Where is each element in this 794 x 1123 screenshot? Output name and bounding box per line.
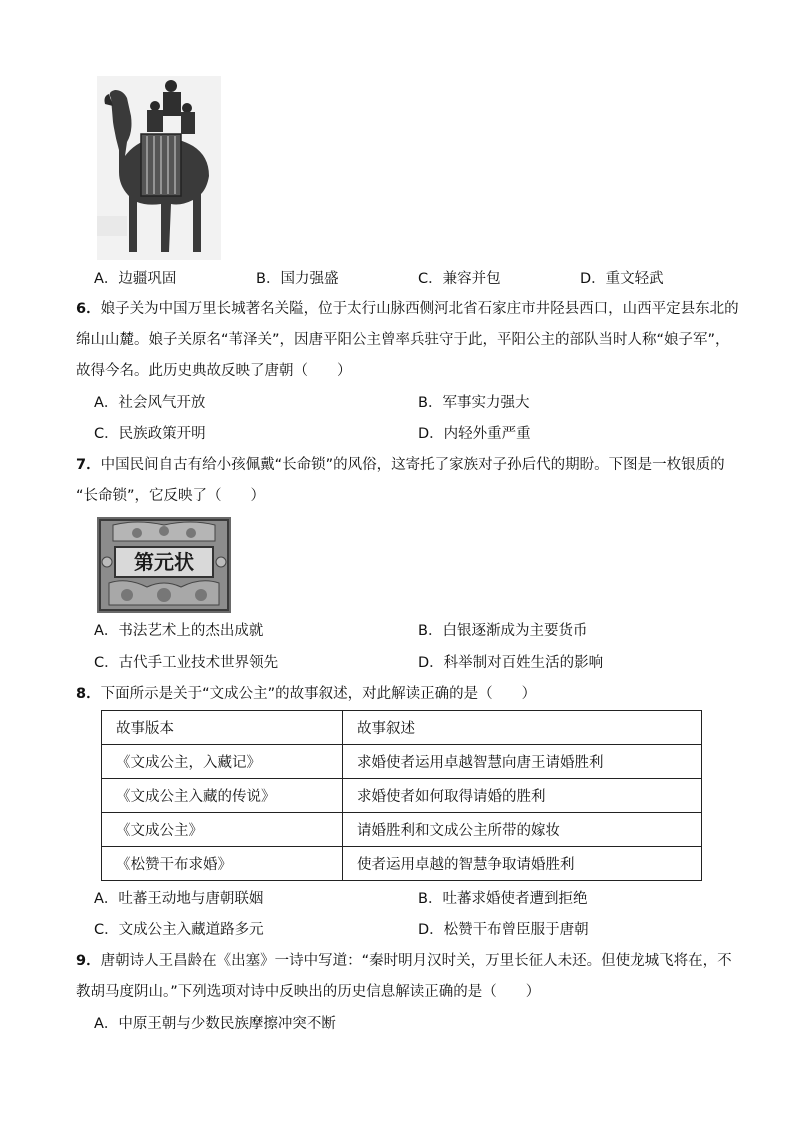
table-row [102,847,702,881]
q9-line-1 [76,951,732,971]
q9-option-a[interactable]: A．中原王朝与少数民族摩擦冲突不断 [94,1016,336,1032]
q5-option-c[interactable]: C．兼容并包 [418,271,501,287]
camel-figurine-image [97,76,221,260]
table-row [102,813,702,847]
q7-option-d[interactable]: D．科举制对百姓生活的影响 [418,655,604,671]
q6-option-c[interactable]: C．民族政策开明 [94,426,206,442]
q5-option-b[interactable]: B．国力强盛 [256,271,339,287]
q6-option-a[interactable]: A．社会风气开放 [94,395,206,411]
longevity-lock-image [97,517,231,613]
q5-option-a[interactable]: A．边疆巩固 [94,271,177,287]
q7-option-c[interactable]: C．古代手工业技术世界领先 [94,655,279,671]
table-cell: 《文成公主入藏的传说》 [102,779,343,813]
table-cell: 《文成公主》 [102,813,343,847]
table-cell: 《文成公主，入藏记》 [102,745,343,779]
table-cell: 使者运用卓越的智慧争取请婚胜利 [343,847,702,881]
q6-option-b[interactable]: B．军事实力强大 [418,395,530,411]
q6-option-d[interactable]: D．内轻外重严重 [418,426,531,442]
camel-figurine-icon [97,76,221,260]
q6-text-1: 娘子关为中国万里长城著名关隘，位于太行山脉西侧河北省石家庄市井陉县西口，山西平定县东北的 [100,301,739,317]
q7-option-b[interactable]: B．白银逐渐成为主要货币 [418,623,588,639]
table-header-narrative: 故事叙述 [343,711,702,745]
table-header-row [102,711,702,745]
table-cell: 求婚使者如何取得请婚的胜利 [343,779,702,813]
table-row [102,745,702,779]
q9-number: 9． [76,953,101,969]
q8-text-1: 下面所示是关于“文成公主”的故事叙述，对此解读正确的是（ ） [100,686,537,702]
q8-option-a[interactable]: A．吐蕃王动地与唐朝联姻 [94,891,264,907]
q7-line-2: “长命锁”，它反映了（ ） [76,488,266,504]
q9-line-2: 教胡马度阴山。”下列选项对诗中反映出的历史信息解读正确的是（ ） [76,984,541,1000]
table-cell: 请婚胜利和文成公主所带的嫁妆 [343,813,702,847]
table-cell: 求婚使者运用卓越智慧向唐王请婚胜利 [343,745,702,779]
q5-option-d[interactable]: D．重文轻武 [580,271,664,287]
q6-line-2: 绵山山麓。娘子关原名“苇泽关”，因唐平阳公主曾率兵驻守于此，平阳公主的部队当时人称“娘子军”， [76,332,730,348]
lock-inscription: 第元状 [134,550,194,574]
table-header-version: 故事版本 [102,711,343,745]
q7-line-1 [76,455,725,475]
q8-option-c[interactable]: C．文成公主入藏道路多元 [94,922,264,938]
table-row [102,779,702,813]
q6-line-3: 故得今名。此历史典故反映了唐朝（ ） [76,363,352,379]
q7-option-a[interactable]: A．书法艺术上的杰出成就 [94,623,264,639]
q6-line-1 [76,299,739,319]
story-table [101,710,702,881]
q8-option-b[interactable]: B．吐蕃求婚使者遭到拒绝 [418,891,588,907]
q9-text-1: 唐朝诗人王昌龄在《出塞》一诗中写道：“秦时明月汉时关，万里长征人未还。但使龙城飞将在，不 [100,953,732,969]
q8-number: 8． [76,686,101,702]
table-cell: 《松赞干布求婚》 [102,847,343,881]
q8-option-d[interactable]: D．松赞干布曾臣服于唐朝 [418,922,589,938]
longevity-lock-icon [97,517,231,613]
q8-line-1 [76,684,536,704]
q6-number: 6． [76,301,101,317]
q7-number: 7． [76,457,101,473]
q7-text-1: 中国民间自古有给小孩佩戴“长命锁”的风俗，这寄托了家族对子孙后代的期盼。下图是一枚银质的 [100,457,725,473]
